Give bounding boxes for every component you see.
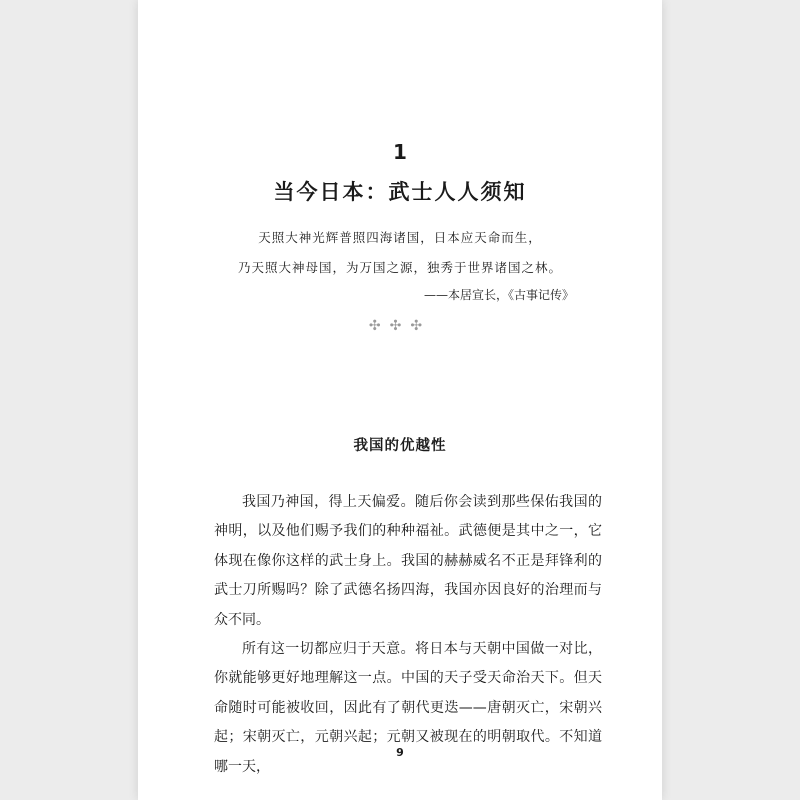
book-page [138, 0, 662, 800]
epigraph-line: 乃天照大神母国，为万国之源，独秀于世界诸国之林。 [237, 260, 562, 275]
epigraph-line: 天照大神光辉普照四海诸国，日本应天命而生， [258, 230, 542, 245]
chapter-number: 1 [393, 140, 407, 164]
epigraph-attribution: ——本居宣长，《古事记传》 [423, 288, 574, 302]
paragraph: 所有这一切都应归于天意。将日本与天朝中国做一对比，你就能够更好地理解这一点。中国的天子受天命治天下。但天命随时可能被收回，因此有了朝代更迭——唐朝灭亡，宋朝兴起；宋朝灭亡，元朝兴起；元朝又被现在的明朝取代。不知道哪一天， [214, 641, 602, 775]
paragraph: 我国乃神国，得上天偏爱。随后你会读到那些保佑我国的神明，以及他们赐予我们的种种福祉。武德便是其中之一，它体现在像你这样的武士身上。我国的赫赫威名不正是拜锋利的武士刀所赐吗？除了武德名扬四海，我国亦因良好的治理而与众不同。 [214, 494, 602, 628]
chapter-title: 当今日本：武士人人须知 [273, 180, 527, 204]
epigraph [138, 226, 662, 302]
section-title: 我国的优越性 [353, 438, 447, 454]
section-ornament: ✣✣✣ [368, 318, 432, 334]
body-text [214, 488, 602, 782]
page-number: 9 [396, 746, 404, 759]
